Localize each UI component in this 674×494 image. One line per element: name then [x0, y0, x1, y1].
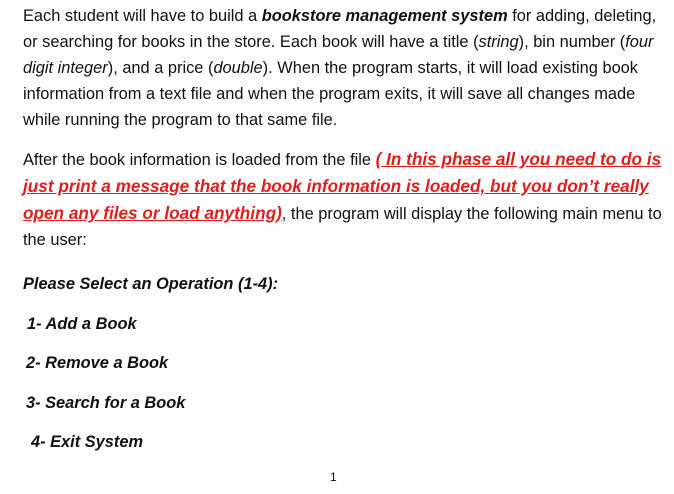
intro-text-3: ), bin number ( — [518, 33, 626, 51]
menu-item-search-book: 3- Search for a Book — [26, 394, 186, 412]
intro-paragraph — [23, 3, 663, 133]
type-double: double — [213, 59, 263, 77]
menu-item-add-book: 1- Add a Book — [27, 315, 137, 333]
menu-item-exit-system: 4- Exit System — [31, 433, 144, 451]
system-name: bookstore management system — [261, 7, 508, 25]
type-string: string — [478, 33, 519, 51]
load-text-2: , the program will display the following main menu to the user: — [23, 205, 662, 249]
intro-text-2: for adding, deleting, or searching for books in the store. Each book will have a title ( — [23, 7, 657, 51]
menu-item-remove-book: 2- Remove a Book — [26, 354, 169, 372]
load-text-1: After the book information is loaded from the file — [23, 151, 376, 169]
intro-text-5: ). When the program starts, it will load existing book information from a text file and when the program exits, it will save all changes made while running the program to that same file. — [23, 59, 638, 129]
load-paragraph — [23, 146, 663, 253]
phase-note-highlight: ( In this phase all you need to do is just print a message that the book information is loaded, but you don’t really open any files or load anything) — [23, 149, 662, 223]
type-four-digit-integer: four digit integer — [23, 33, 654, 77]
menu-title: Please Select an Operation (1-4): — [23, 275, 279, 293]
intro-text-4: ), and a price ( — [107, 59, 214, 77]
intro-text-1: Each student will have to build a — [23, 7, 262, 25]
page-number: 1 — [330, 470, 337, 484]
